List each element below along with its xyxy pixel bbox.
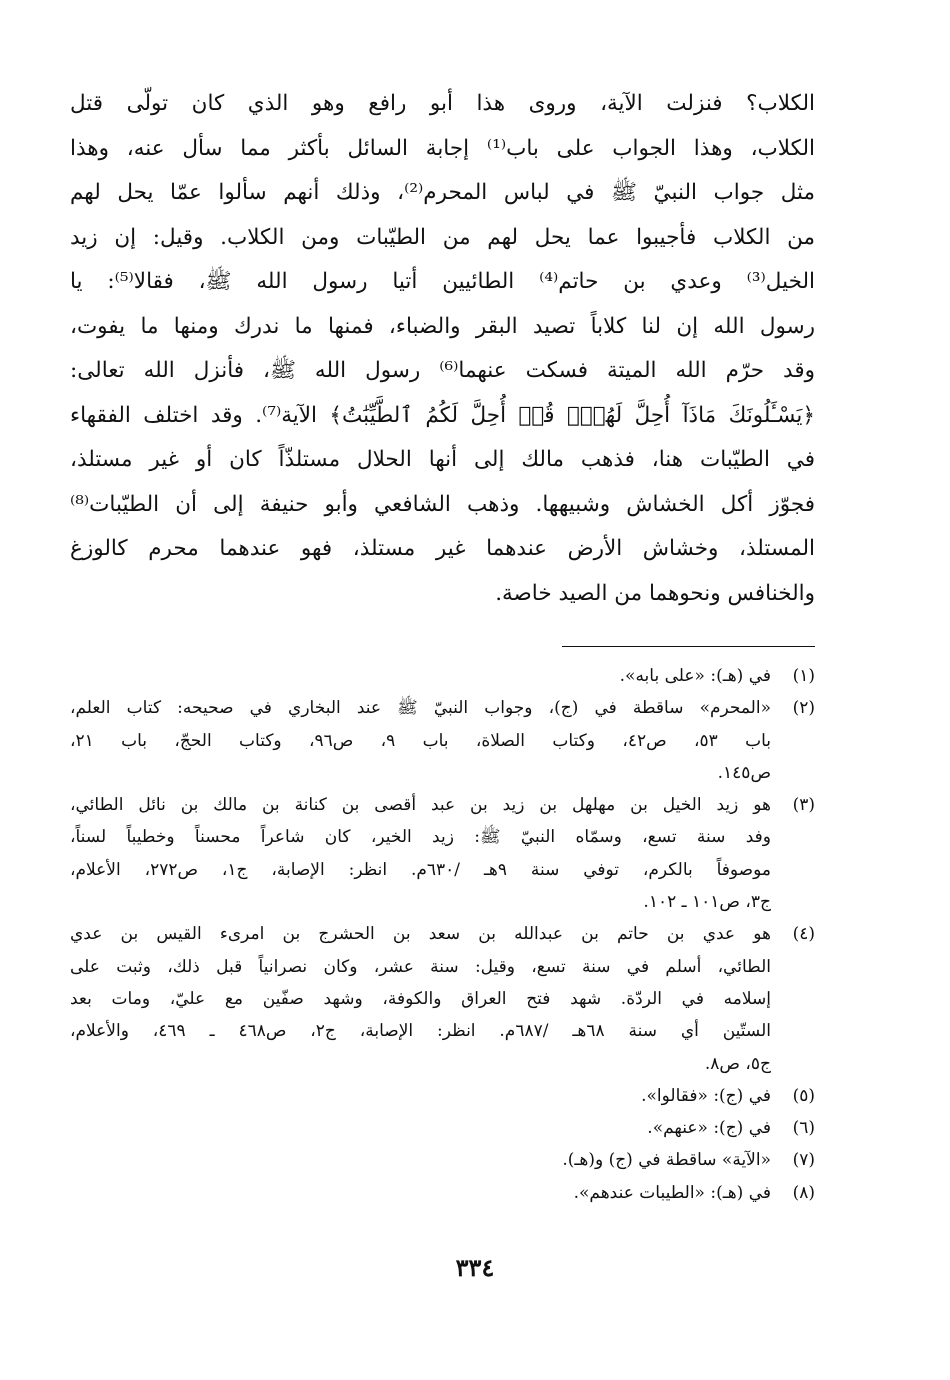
footnote-line: في (هـ): «على بابه». bbox=[619, 666, 771, 686]
footnote-line: ص١٤٥. bbox=[717, 762, 771, 783]
main-text-line: والخنافس ونحوهما من الصيد خاصة. bbox=[495, 580, 815, 606]
footnote-number: (٧) bbox=[792, 1150, 815, 1171]
footnote-line: إسلامه في الردّة. شهد فتح العراق والكوفة، وشهد صفّين مع عليّ، ومات بعد bbox=[70, 988, 771, 1009]
footnote-number: (١) bbox=[792, 666, 815, 686]
footnote bbox=[70, 789, 815, 918]
footnote-number: (٢) bbox=[792, 698, 815, 719]
main-text-line: الخيل⁽³⁾ وعدي بن حاتم⁽⁴⁾ الطائيين أتيا رسول الله ﷺ، فقالا⁽⁵⁾: يا bbox=[70, 269, 815, 294]
footnote-line: الستّين أي سنة ٦٨هـ /٦٨٧م. انظر: الإصابة، ج٢، ص٤٦٨ ـ ٤٦٩، والأعلام، bbox=[70, 1021, 771, 1042]
main-text-line: مثل جواب النبيّ ﷺ في لباس المحرم⁽²⁾، وذلك أنهم سألوا عمّا يحل لهم bbox=[70, 180, 815, 205]
footnote-line: «الآية» ساقطة في (ج) و(هـ). bbox=[562, 1150, 771, 1171]
footnote-line: هو زيد الخيل بن مهلهل بن زيد بن عبد أقصى بن كنانة بن مالك بن نائل الطائي، bbox=[70, 795, 771, 816]
footnote bbox=[70, 692, 815, 789]
main-text bbox=[70, 82, 815, 616]
footnote-text bbox=[70, 789, 771, 918]
footnote-text bbox=[70, 692, 771, 789]
footnote-line: الطائي، أسلم في سنة تسع، وقيل: سنة عشر، وكان نصرانياً قبل ذلك، وثبت على bbox=[70, 956, 771, 977]
footnote-number: (٦) bbox=[792, 1118, 815, 1139]
main-text-line: الكلاب؟ فنزلت الآية، وروى هذا أبو رافع وهو الذي كان تولّى قتل bbox=[70, 91, 815, 116]
footnote bbox=[70, 1177, 815, 1209]
main-text-line: رسول الله إن لنا كلاباً تصيد البقر والضباء، فمنها ما ندرك ومنها ما يفوت، bbox=[70, 313, 815, 339]
footnote-text bbox=[70, 918, 771, 1079]
quran-verse-line: ﴿يَسْـَٔلُونَكَ مَاذَآ أُحِلَّ لَهُمْۖ قُلۡ أُحِلَّ لَكُمُ ٱلطَّيِّبَٰتُ﴾ الآية⁽⁷⁾. وقد اختلف الفقهاء bbox=[70, 402, 815, 428]
footnote-line: وفد سنة تسع، وسمّاه النبيّ ﷺ: زيد الخير، كان شاعراً محسناً وخطيباً لسناً، bbox=[70, 827, 771, 848]
footnote bbox=[70, 1144, 815, 1176]
footnote-line: في (ج): «عنهم». bbox=[647, 1118, 771, 1139]
footnote-line: في (ج): «فقالوا». bbox=[641, 1085, 771, 1106]
footnote-line: في (هـ): «الطيبات عندهم». bbox=[573, 1182, 771, 1203]
footnotes bbox=[70, 660, 815, 1209]
footnote-text bbox=[70, 1112, 771, 1144]
main-text-line: وقد حرّم الله الميتة فسكت عنهما⁽⁶⁾ رسول الله ﷺ، فأنزل الله تعالى: bbox=[70, 358, 815, 383]
footnote bbox=[70, 1080, 815, 1112]
footnote-line: هو عدي بن حاتم بن عبدالله بن سعد بن الحشرج بن امرىء القيس بن عدي bbox=[70, 924, 771, 945]
page-number: ٣٣٤ bbox=[455, 1253, 495, 1282]
footnote-text bbox=[70, 1080, 771, 1112]
footnote bbox=[70, 918, 815, 1079]
footnote-line: ج٥، ص٨. bbox=[704, 1053, 771, 1074]
footnote-line: باب ٥٣، ص٤٢، وكتاب الصلاة، باب ٩، ص٩٦، وكتاب الحجّ، باب ٢١، bbox=[70, 730, 771, 751]
main-text-line: فجوّز أكل الخشاش وشبيهها. وذهب الشافعي وأبو حنيفة إلى أن الطيّبات⁽⁸⁾ bbox=[70, 491, 815, 517]
footnote-number: (٤) bbox=[792, 924, 815, 945]
main-text-line: المستلذ، وخشاش الأرض عندهما غير مستلذ، فهو عندهما محرم كالوزغ bbox=[70, 536, 815, 561]
footnote-text bbox=[70, 1144, 771, 1176]
main-text-line: الكلاب، وهذا الجواب على باب⁽¹⁾ إجابة السائل بأكثر مما سأل عنه، وهذا bbox=[70, 135, 815, 161]
main-text-line: في الطيّبات هنا، فذهب مالك إلى أنها الحلال مستلذّاً كان أو غير مستلذ، bbox=[70, 447, 815, 472]
footnote bbox=[70, 660, 815, 692]
footnote-number: (٨) bbox=[792, 1182, 815, 1203]
footnote-line: «المحرم» ساقطة في (ج)، وجواب النبيّ ﷺ عند البخاري في صحيحه: كتاب العلم، bbox=[70, 698, 771, 719]
footnote-number: (٣) bbox=[792, 795, 815, 816]
footnote-number: (٥) bbox=[792, 1085, 815, 1106]
main-text-line: من الكلاب فأجيبوا عما يحل لهم من الطيّبات ومن الكلاب. وقيل: إن زيد bbox=[70, 224, 815, 250]
footnote-divider bbox=[562, 646, 815, 647]
footnote-text bbox=[70, 660, 771, 692]
footnote-line: موصوفاً بالكرم، توفي سنة ٩هـ /٦٣٠م. انظر: الإصابة، ج١، ص٢٧٢، الأعلام، bbox=[70, 859, 771, 880]
footnote bbox=[70, 1112, 815, 1144]
footnote-text bbox=[70, 1177, 771, 1209]
footnote-line: ج٣، ص١٠١ ـ ١٠٢. bbox=[643, 892, 771, 913]
